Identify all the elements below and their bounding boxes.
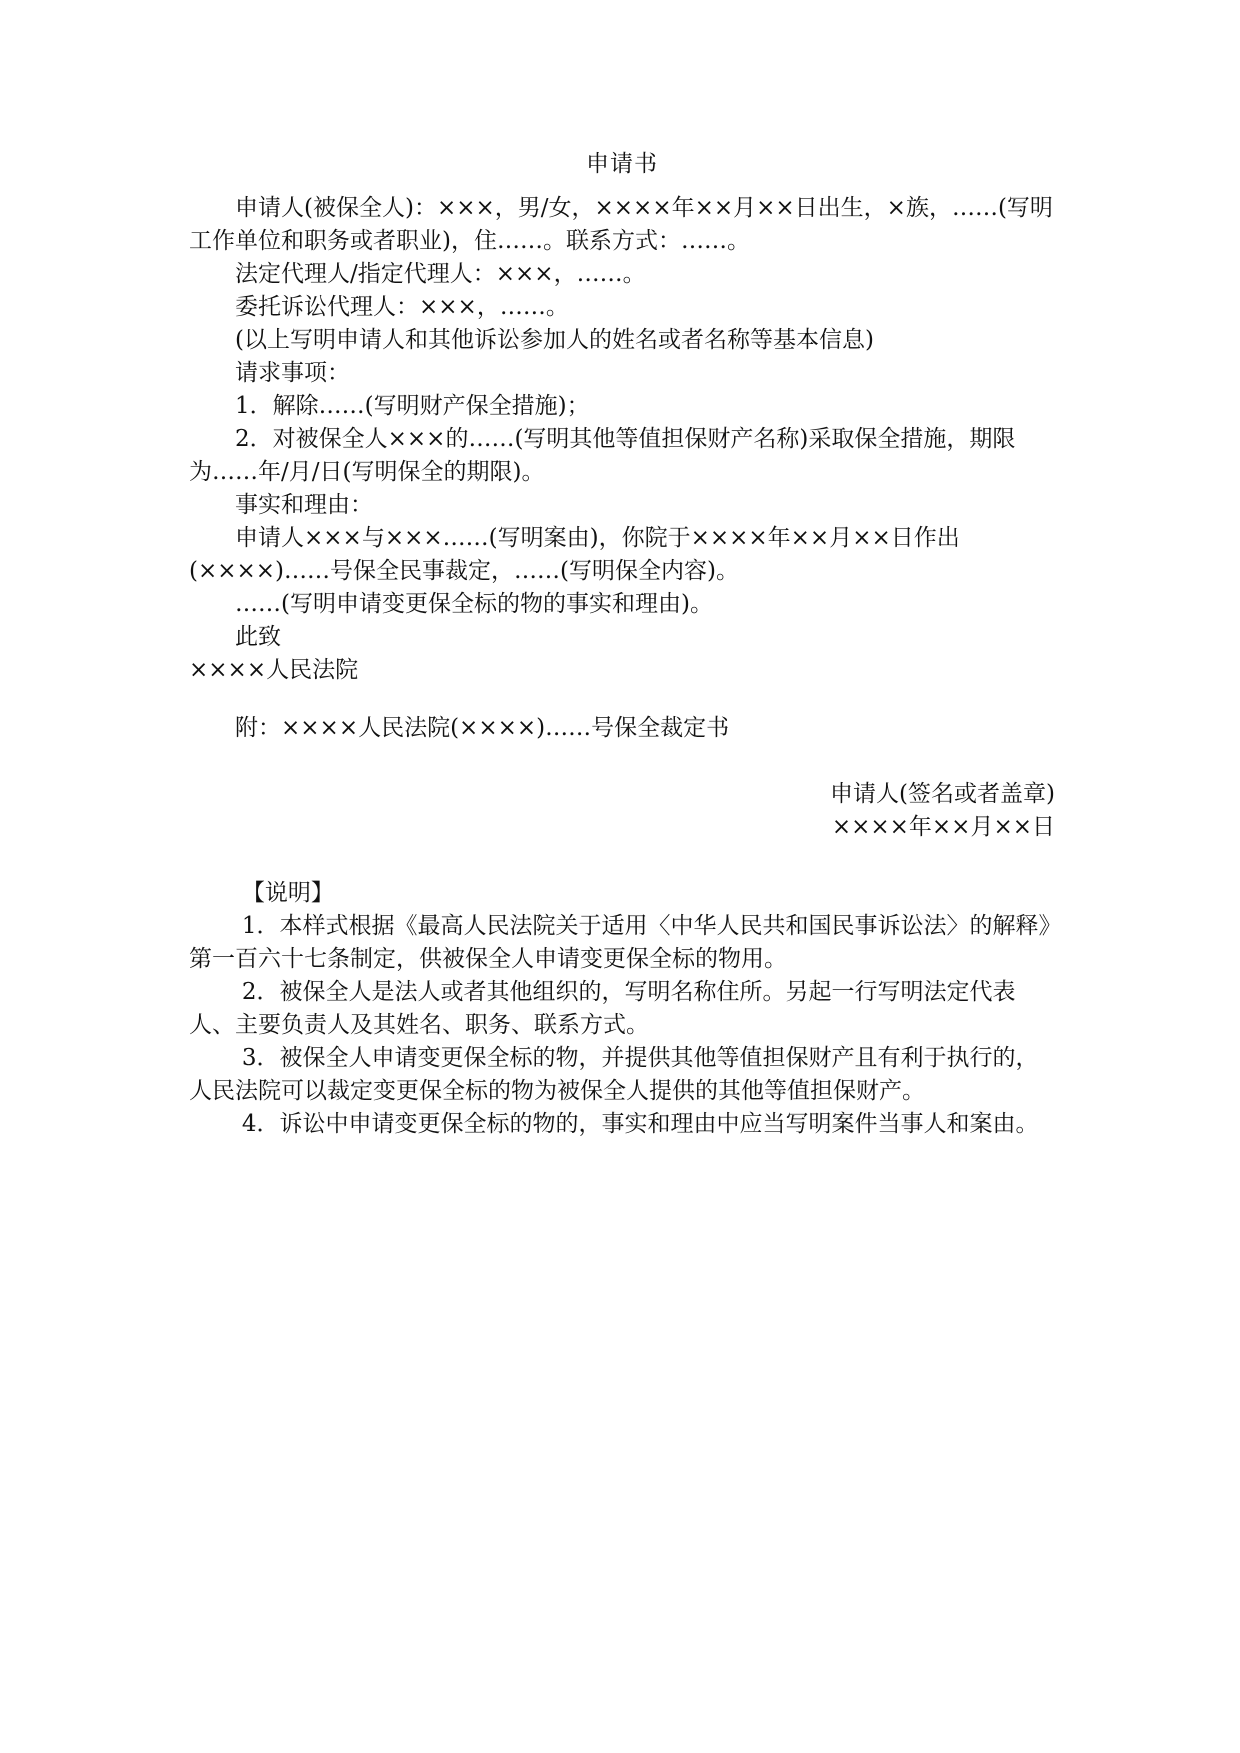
claim-item-1: 1．解除……(写明财产保全措施)； [235, 393, 590, 419]
document-title: 申请书 [586, 151, 658, 177]
entrusted-agent-info: 委托诉讼代理人：×××，……。 [235, 294, 569, 320]
spacer [189, 745, 1055, 778]
facts-heading: 事实和理由： [235, 492, 373, 518]
attachment-line: 附：××××人民法院(××××)……号保全裁定书 [235, 715, 730, 741]
claim-item-2: 2．对被保全人×××的……(写明其他等值担保财产名称)采取保全措施，期限为……年/月/日(写明保全的期限)。 [189, 426, 1016, 485]
date-line: ××××年××月××日 [831, 814, 1055, 840]
note-item-3: 3．被保全人申请变更保全标的物，并提供其他等值担保财产且有利于执行的，人民法院可以裁定变更保全标的物为被保全人提供的其他等值担保财产。 [189, 1045, 1039, 1104]
spacer [189, 687, 1055, 712]
spacer [189, 844, 1055, 877]
note-item-1: 1．本样式根据《最高人民法院关于适用〈中华人民共和国民事诉讼法〉的解释》第一百六十七条制定，供被保全人申请变更保全标的物用。 [189, 913, 1051, 972]
legal-agent-info: 法定代理人/指定代理人：×××，……。 [235, 261, 646, 287]
signature-line: 申请人(签名或者盖章) [830, 781, 1055, 807]
claims-heading: 请求事项： [235, 360, 350, 386]
facts-paragraph-2: ……(写明申请变更保全标的物的事实和理由)。 [235, 591, 713, 617]
salutation: 此致 [235, 624, 281, 650]
document-body [189, 148, 1055, 1141]
participants-note: (以上写明申请人和其他诉讼参加人的姓名或者名称等基本信息) [235, 327, 874, 353]
note-item-4: 4．诉讼中申请变更保全标的物的，事实和理由中应当写明案件当事人和案由。 [241, 1111, 1039, 1137]
facts-paragraph-1: 申请人×××与×××……(写明案由)，你院于××××年××月××日作出(××××)……号保全民事裁定，……(写明保全内容)。 [189, 525, 960, 584]
court-name: ××××人民法院 [189, 657, 359, 683]
applicant-info: 申请人(被保全人)：×××，男/女，××××年××月××日出生，×族，……(写明工作单位和职务或者职业)，住……。联系方式：……。 [189, 195, 1053, 254]
note-item-2: 2．被保全人是法人或者其他组织的，写明名称住所。另起一行写明法定代表人、主要负责人及其姓名、职务、联系方式。 [189, 979, 1016, 1038]
notes-heading: 【说明】 [241, 880, 334, 906]
